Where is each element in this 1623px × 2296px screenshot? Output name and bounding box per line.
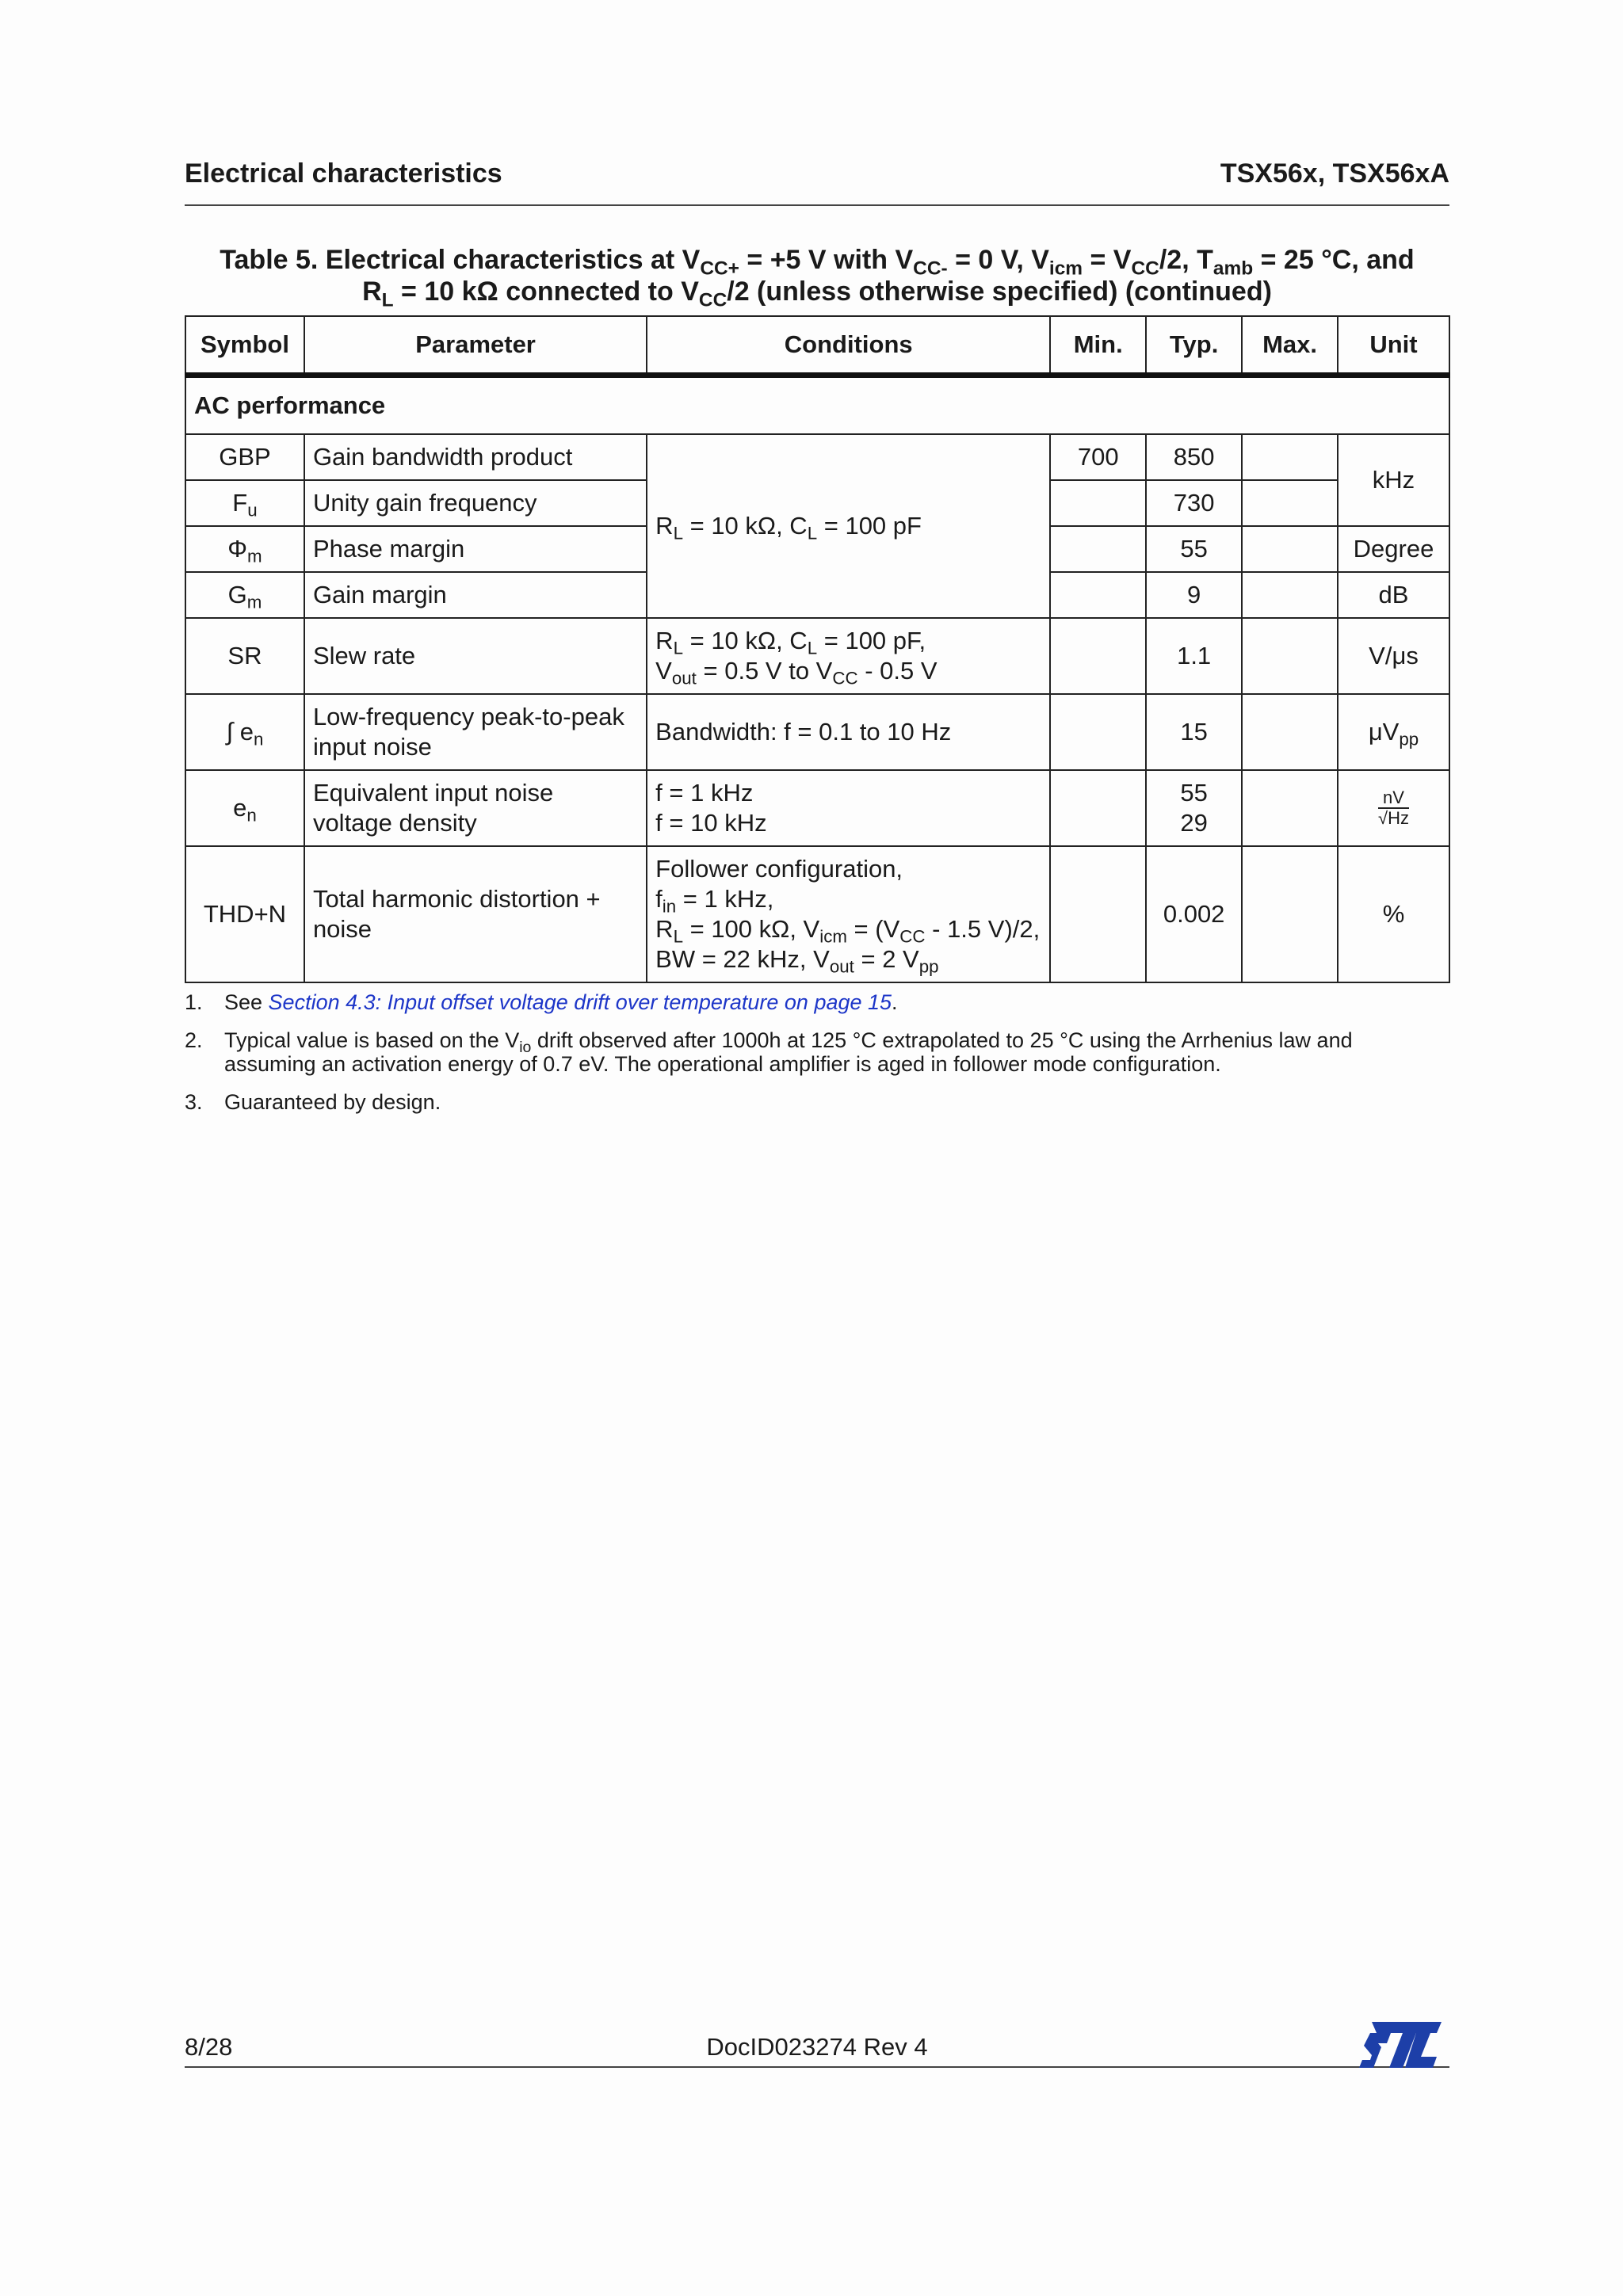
col-parameter: Parameter (304, 316, 647, 376)
col-typ: Typ. (1146, 316, 1242, 376)
col-conditions: Conditions (647, 316, 1050, 376)
page-footer (185, 2033, 1449, 2068)
document-id: DocID023274 Rev 4 (706, 2033, 928, 2061)
page-header (185, 158, 1449, 206)
col-symbol: Symbol (185, 316, 304, 376)
col-min: Min. (1050, 316, 1146, 376)
footnote-3: 3. Guaranteed by design. (185, 1090, 441, 1114)
table-header-row (185, 316, 1449, 376)
section-title-ac: AC performance (185, 376, 1449, 435)
section-row (185, 376, 1449, 435)
table-row: $e_n$ Equivalent input noise voltage density f = 1 kHz f = 10 kHz 55 29 $\frac{nV}{√Hz}$ (185, 770, 1449, 846)
product-name: TSX56x, TSX56xA (1220, 158, 1449, 189)
table-row: $F_u$ Unity gain frequency 730 (185, 480, 1449, 526)
table-row: THD+N Total harmonic distortion + noise Follower configuration, $f_{in} = 1$ kHz, $R_L = 100$ kΩ, $V_{icm} = (V_{CC} - 1.5$ V)/2, BW = 22 kHz, $V_{out} = 2$ $V_{pp}$ 0.002 % (185, 846, 1449, 982)
col-unit: Unit (1338, 316, 1449, 376)
page-number: 8/28 (185, 2033, 233, 2061)
shared-conditions: $R_L = 10$ kΩ, $C_L = 100$ pF (647, 434, 1050, 618)
table-row: SR Slew rate $R_L = 10$ kΩ, $C_L = 100$ pF, $V_{out} = 0.5$ V to $V_{CC} - 0.5$ V 1.1 V/μs (185, 618, 1449, 694)
section-title: Electrical characteristics (185, 158, 502, 189)
table-caption: Table 5. Electrical characteristics at $V_{CC+} = +5$ V with $V_{CC-} = 0$ V, $V_{icm} = V_{CC}/2$, $T_{amb} = 25$ °C, and $R_L = 10$ kΩ connected to $V_{CC}/2$ (unless otherwise specified) (continued) (220, 245, 1415, 311)
table-row: $G_m$ Gain margin 9 dB (185, 572, 1449, 618)
unit-fraction: $\frac{nV}{√Hz}$ (1378, 788, 1409, 828)
footnote-2: 2. Typical value is based on the $V_{io}$ drift observed after 1000h at 125 °C extrapolated to 25 °C using the Arrhenius law and assuming an activation energy of 0.7 eV. The operational amplifier is aged in follower mode configuration. (185, 1028, 1353, 1076)
footnote-1: 1. See Section 4.3: Input offset voltage drift over temperature on page 15. (185, 990, 898, 1014)
table-row: GBP Gain bandwidth product $R_L = 10$ kΩ, $C_L = 100$ pF 700 850 kHz (185, 434, 1449, 480)
st-logo-icon (1359, 2022, 1442, 2074)
table-row: $\Phi_m$ Phase margin 55 Degree (185, 526, 1449, 572)
col-max: Max. (1242, 316, 1338, 376)
electrical-characteristics-table (185, 315, 1450, 983)
section-link[interactable]: Section 4.3: Input offset voltage drift over temperature on page 15 (268, 990, 892, 1014)
table-footnotes (185, 990, 1449, 1128)
integral-icon: ∫ (226, 718, 234, 746)
table-row: ∫ $e_n$ Low-frequency peak-to-peak input noise Bandwidth: f = 0.1 to 10 Hz 15 $\mu V_{pp}$ (185, 694, 1449, 770)
